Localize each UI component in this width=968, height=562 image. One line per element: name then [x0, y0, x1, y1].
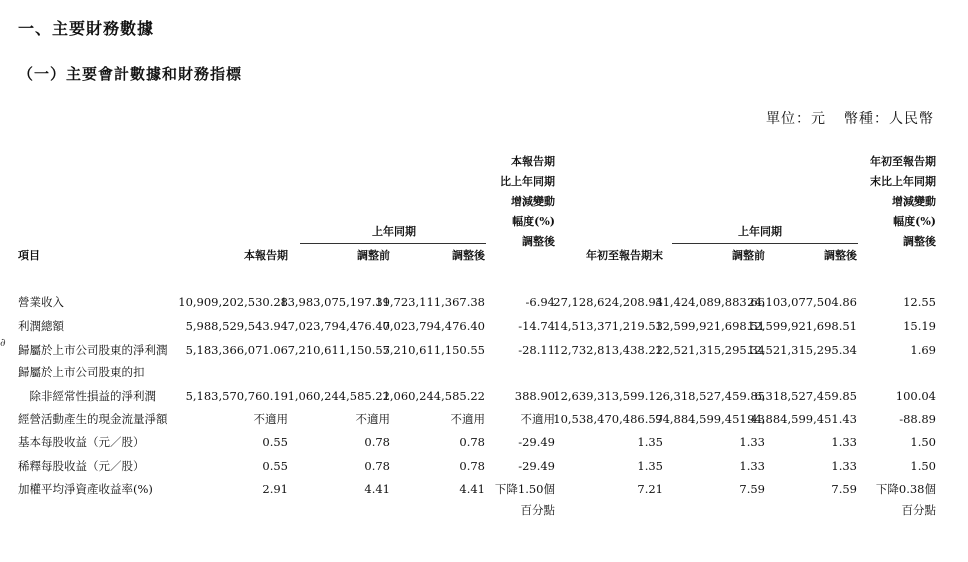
cell-ytd-before-adj: 94,884,599,451.43 — [655, 412, 765, 426]
cell-ytd-before-adj: 6,318,527,459.85 — [662, 389, 765, 403]
cell-ytd: 10,538,470,486.57 — [553, 412, 663, 426]
header-prior-group-rule — [300, 243, 486, 244]
header-prior-ytd-group-rule — [672, 243, 858, 244]
cell-prior-after-adj: 11,723,111,367.38 — [375, 295, 485, 309]
cell-ytd: 12,639,313,599.12 — [553, 389, 663, 403]
cell-yoy-change: 388.90 — [514, 389, 555, 403]
cell-ytd-after-adj: 24,103,077,504.86 — [747, 295, 857, 309]
cell-yoy-change: 不適用 — [520, 412, 555, 426]
cell-prior-after-adj: 1,060,244,585.22 — [382, 389, 485, 403]
header-ytd-change — [870, 152, 936, 252]
cell-prior-before-adj: 1,060,244,585.22 — [287, 389, 390, 403]
header-prior-ytd-group: 上年同期 — [738, 225, 782, 238]
cell-prior-before-adj: 7,023,794,476.40 — [287, 319, 390, 333]
header-after-adj: 調整後 — [452, 249, 485, 262]
cell-current: 2.91 — [262, 482, 288, 496]
cell-prior-before-adj: 4.41 — [364, 482, 390, 496]
cell-ytd-change: 1.50 — [910, 435, 936, 449]
ytd-change-continuation: 百分點 — [901, 503, 936, 517]
subsection-heading: （一）主要會計數據和財務指標 — [18, 65, 243, 83]
cell-prior-after-adj: 不適用 — [450, 412, 485, 426]
cell-current: 不適用 — [253, 412, 288, 426]
row-label: 營業收入 — [18, 295, 64, 309]
cell-yoy-change: -6.94 — [525, 295, 555, 309]
header-ytd-change-line: 調整後 — [903, 235, 936, 248]
cell-ytd: 7.21 — [637, 482, 663, 496]
header-current: 本報告期 — [244, 249, 288, 262]
row-label: 除非經常性損益的淨利潤 — [18, 389, 156, 403]
cell-ytd-change: 15.19 — [903, 319, 936, 333]
cell-ytd-change: -88.89 — [899, 412, 936, 426]
header-item: 項目 — [18, 249, 40, 262]
cell-prior-after-adj: 7,210,611,150.55 — [382, 343, 485, 357]
cell-ytd-change: 1.69 — [910, 343, 936, 357]
cell-prior-before-adj: 0.78 — [364, 435, 390, 449]
cell-prior-after-adj: 4.41 — [459, 482, 485, 496]
cell-yoy-change: 下降1.50個 — [494, 482, 555, 496]
cell-ytd-change: 下降0.38個 — [875, 482, 936, 496]
cell-ytd: 12,732,813,438.22 — [553, 343, 663, 357]
header-before-adj: 調整前 — [357, 249, 390, 262]
cell-ytd: 27,128,624,208.94 — [553, 295, 663, 309]
row-label: 歸屬於上市公司股東的扣 — [18, 365, 145, 379]
cell-prior-after-adj: 0.78 — [459, 459, 485, 473]
cell-current: 5,988,529,543.94 — [185, 319, 288, 333]
row-label: 利潤總額 — [18, 319, 64, 333]
cell-ytd-before-adj: 12,521,315,295.34 — [655, 343, 765, 357]
cell-ytd-after-adj: 1.33 — [831, 459, 857, 473]
cell-yoy-change: -29.49 — [518, 435, 555, 449]
header-ytd-change-line: 末比上年同期 — [870, 175, 936, 188]
section-heading: 一、主要財務數據 — [18, 19, 155, 38]
unit-currency-line — [748, 108, 934, 128]
cell-ytd-change: 12.55 — [903, 295, 936, 309]
header-ytd: 年初至報告期末 — [586, 249, 663, 262]
cell-prior-before-adj: 7,210,611,150.55 — [287, 343, 390, 357]
margin-mark: ∂ — [0, 336, 6, 349]
row-label: 稀釋每股收益（元／股） — [18, 459, 145, 473]
row-label: 加權平均淨資產收益率(%) — [18, 482, 153, 496]
cell-yoy-change: -14.74 — [518, 319, 555, 333]
header-yoy-change — [500, 152, 555, 252]
cell-ytd-after-adj: 12,521,315,295.34 — [747, 343, 857, 357]
cell-ytd-before-adj: 7.59 — [739, 482, 765, 496]
unit-label: 單位：元 — [766, 111, 826, 127]
cell-ytd-after-adj: 94,884,599,451.43 — [747, 412, 857, 426]
cell-current: 10,909,202,530.28 — [178, 295, 288, 309]
cell-prior-after-adj: 0.78 — [459, 435, 485, 449]
cell-current: 0.55 — [262, 435, 288, 449]
cell-ytd-before-adj: 1.33 — [739, 459, 765, 473]
cell-ytd-before-adj: 1.33 — [739, 435, 765, 449]
cell-prior-before-adj: 不適用 — [355, 412, 390, 426]
cell-current: 5,183,366,071.06 — [185, 343, 288, 357]
cell-yoy-change: -28.11 — [518, 343, 555, 357]
header-yoy-line: 調整後 — [522, 235, 555, 248]
cell-ytd: 1.35 — [637, 435, 663, 449]
cell-prior-after-adj: 7,023,794,476.40 — [382, 319, 485, 333]
header-yoy-line: 比上年同期 — [500, 175, 555, 188]
header-ytd-change-line: 幅度(%) — [893, 215, 936, 228]
header-yoy-line: 本報告期 — [511, 155, 555, 168]
cell-prior-before-adj: 0.78 — [364, 459, 390, 473]
cell-ytd: 14,513,371,219.53 — [553, 319, 663, 333]
cell-ytd-after-adj: 1.33 — [831, 435, 857, 449]
row-label: 歸屬於上市公司股東的淨利潤 — [18, 343, 168, 357]
cell-yoy-change: -29.49 — [518, 459, 555, 473]
cell-ytd-after-adj: 7.59 — [831, 482, 857, 496]
yoy-continuation: 百分點 — [520, 503, 555, 517]
cell-ytd: 1.35 — [637, 459, 663, 473]
row-label: 經營活動產生的現金流量淨額 — [18, 412, 168, 426]
header-ytd-change-line: 年初至報告期 — [870, 155, 936, 168]
header-yoy-line: 增減變動 — [511, 195, 555, 208]
cell-prior-before-adj: 13,983,075,197.39 — [280, 295, 390, 309]
cell-current: 5,183,570,760.19 — [185, 389, 288, 403]
cell-ytd-after-adj: 12,599,921,698.51 — [747, 319, 857, 333]
cell-current: 0.55 — [262, 459, 288, 473]
header-yoy-line: 幅度(%) — [512, 215, 555, 228]
cell-ytd-before-adj: 12,599,921,698.51 — [655, 319, 765, 333]
cell-ytd-after-adj: 6,318,527,459.85 — [754, 389, 857, 403]
header-prior-group: 上年同期 — [372, 225, 416, 238]
header-ytd-change-line: 增減變動 — [892, 195, 936, 208]
header-ytd-after-adj: 調整後 — [824, 249, 857, 262]
cell-ytd-change: 1.50 — [910, 459, 936, 473]
header-ytd-before-adj: 調整前 — [732, 249, 765, 262]
cell-ytd-change: 100.04 — [895, 389, 936, 403]
cell-ytd-before-adj: 31,424,089,883.66 — [655, 295, 765, 309]
currency-label: 幣種：人民幣 — [844, 111, 934, 127]
row-label: 基本每股收益（元／股） — [18, 435, 145, 449]
